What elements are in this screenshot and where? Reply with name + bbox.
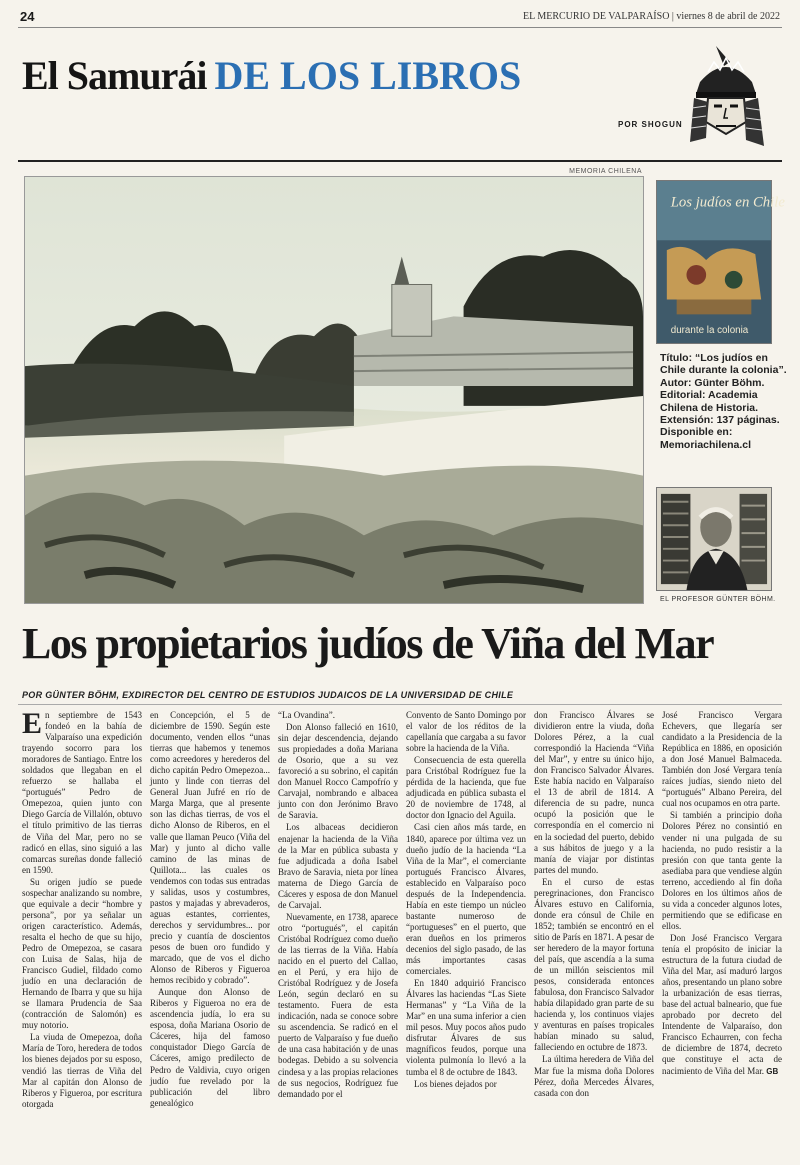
paragraph-text: Don José Francisco Vergara tenía el propósito de iniciar la estructura de la futura ciudad de Viña del Mar, así maduró largos años, presentando un plano sobre la urbanización de esas tierras, base del actual balneario, que fue aprobado por decreto del Intendente de Valparaíso, don Francisco Echaurren, con fecha de diciembre de 1874, decreto que constituye el acta de nacimiento de Viña del Mar.: [662, 932, 782, 1076]
article-paragraph: José Francisco Vergara Echevers, que llegaría ser candidato a la Presidencia de la República en 1886, en oposición a don José Manuel Balmaceda. También don José Vergara tenía raíces judías, siendo nieto del “portugués” Albano Pereira, del cual nos ocupamos en otra parte.: [662, 710, 782, 809]
author-photo: [656, 487, 772, 591]
article-paragraph: Nuevamente, en 1738, aparece otro “portugués”, el capitán Cristóbal Rodríguez como dueño de las tierras de la Viña. Había nacido en el puerto del Callao, en el Perú, y era hijo de Cristóbal Rodríguez y de Josefa León, según declaró en su testamento. Fuera de esta indicación, nada se conoce sobre su ascendencia. Se radicó en el puerto de Valparaíso y fue dueño de una casa habitación y de unas bodegas. Debido a su solvencia cindesa y a las propias relaciones de sus negocios, Rodríguez fue demandado por el: [278, 911, 398, 1099]
samurai-helmet-icon: [686, 42, 766, 152]
page-number: 24: [20, 9, 35, 24]
author-photo-caption: EL PROFESOR GÜNTER BÖHM.: [660, 596, 776, 603]
article-paragraph: Consecuencia de esta querella para Cristóbal Rodríguez fue la pérdida de la hacienda, que fue adjudicada en pública subasta el 20 de noviembre de 1748, al doctor don Ignacio del Aguila.: [406, 755, 526, 821]
article-end-mark: GB: [766, 1066, 779, 1076]
masthead-divider: [18, 160, 782, 162]
book-info: [660, 352, 790, 451]
article-paragraph: Los bienes dejados por: [414, 1078, 497, 1089]
article-paragraph: La última heredera de Viña del Mar fue la misma doña Dolores Pérez, doña Mercedes Álvares, casada con don: [534, 1054, 654, 1098]
article-paragraph: En el curso de estas peregrinaciones, don Francisco Álvares estuvo en California, donde era cónsul de Chile en 1852; también se encontró en el sitio de París en 1871. A pesar de ser heredero de la mayor fortuna del país, que ascendía a la suma de un millón seiscientos mil pesos, considerada entonces fabulosa, don Francisco Salvador había dilapidado gran parte de su hacienda y, los continuos viajes y aventuras en países tropicales habían minado su salud, falleciendo en octubre de 1873.: [534, 876, 654, 1053]
book-author-line: Autor: Günter Böhm.: [660, 376, 765, 389]
masthead-byline: POR SHOGUN: [618, 120, 683, 129]
article-paragraph: Don Alonso falleció en 1610, sin dejar descendencia, dejando sus propiedades a doña Mariana de Osorio, que a su vez favoreció a su sobrino, el capitán don Manuel Rocco Campofrío y Carvajal, nombrando e albacea junto con don Jerónimo Bravo de Saravia.: [278, 722, 398, 821]
book-publisher-line: Editorial: Academia Chilena de Historia.: [660, 389, 759, 414]
article-paragraph: Casi cien años más tarde, en 1840, aparece por última vez un dueño judío de la hacienda “La Viña de la Mar”, el comerciante portugués Francisco Álvares, establecido en Valparaíso poco después de la Independencia. Había en este tiempo un núcleo bastante numeroso de “portugueses” en el puerto, que eran dueños en los primeros decenios del siglo pasado, de las más importantes casas comerciales.: [406, 822, 526, 977]
section-masthead: [22, 52, 521, 108]
article-body: [22, 707, 782, 1158]
article-paragraph: Convento de Santo Domingo por el valor de los réditos de la capellanía que cargaba a su favor sobre la hacienda de la Viña.: [406, 710, 526, 754]
page-header: [18, 8, 782, 28]
article-paragraph: “La Ovandina”.: [278, 710, 335, 720]
article-column-2: [150, 710, 270, 1158]
article-headline: Los propietarios judíos de Viña del Mar: [22, 619, 714, 668]
article-paragraph: Los albaceas decidieron enajenar la hacienda de la Viña de la Mar en pública subasta y fue adjudicada a doña Isabel Bravo de Saravia, nieta por línea materna de Diego García de Cáceres y esposa de don Manuel de Carvajal.: [278, 822, 398, 910]
article-paragraph: [662, 933, 782, 1077]
masthead-title-part1: El Samurái: [22, 53, 207, 98]
cover-subtitle: durante la colonia: [670, 325, 749, 337]
article-paragraph: En 1840 adquirió Francisco Álvares las haciendas “Las Siete Hermanas” y “La Viña de la Mar” en una suma inferior a cien mil pesos. Muy pocos años pudo disfrutar Álvares de sus magníficos feudos, porque una violenta pulmonía lo llevó a la tumba el 8 de octubre de 1843.: [406, 978, 526, 1077]
article-paragraph: don Francisco Álvares se dividieron entre la viuda, doña Dolores Pérez, a la cual correspondió la Hacienda “Viña del Mar”, y entre su único hijo, don Francisco Salvador Álvares. Este había nacido en Valparaíso el 13 de abril de 1814. A diferencia de su padre, nunca ocupó la posición que le correspondía en el comercio ni en la sociedad del puerto, debido a sus hábitos de juego y a la manía de viajar por distintas partes del mundo.: [534, 710, 654, 875]
article-paragraph: La viuda de Omepezoa, doña María de Toro, heredera de todos los bienes dejados por su esposo, vendió las tierras de Viña del Mar al capitán don Alonso de Riberos y Figueroa, por escritura otorgada: [22, 1032, 142, 1109]
article-paragraph: [22, 707, 142, 876]
masthead-title-part2: DE LOS LIBROS: [214, 53, 522, 98]
photo-credit: MEMORIA CHILENA: [569, 168, 642, 175]
book-cover-image: [656, 180, 785, 344]
paragraph-text: n septiembre de 1543 fondeó en la bahía de Valparaíso una expedición trayendo socorro para los moradores de Santiago. Entre los soldados que llegaban en el refuerzo se hallaba el “portugués” Pedro de Omepezoa, quien junto con Diego García de Villalón, obtuvo el título primitivo de las tierras de Viña del Mar, pero no se radicó en ellas, sino siguió a las comarcas sureñas donde falleció en 1590.: [22, 710, 142, 875]
article-column-6: [662, 710, 782, 1158]
article-column-5: [534, 710, 654, 1158]
article-paragraph: Si también a principio doña Dolores Pérez no consintió en vender ni una pulgada de su hacienda, no pudo resistir a la presión con que tanta gente la asediaba para que vendiese algún terreno, accediendo al fin doña Dolores en los últimos años de su vida a conceder algunos lotes, permitiendo que se edificase en ellos.: [662, 810, 782, 931]
article-paragraph: en Concepción, el 5 de diciembre de 1590. Según este documento, venden ellos “unas tierras que habemos y tenemos como acreedores y herederos del dicho capitán Pedro Omepezoa... junto y linde con tierras del General Juan Jufré en río de Marga Marga, que al presente son las dichas tierras, de vos el dicho Alonso de Riberos, en el valle que llaman Peuco (Viña del Mar) y junto al dicho valle camino de las minas de Quillota... las cuales os vendemos con todas sus entradas y salidas, usos y costumbres, pastos y majadas y abrevaderos, aguas estantes, corrientes, derechos y servidumbres... por precio y cuantía de doscientos pesos de buen oro fundido y marcado, que de vos el dicho Alonso de Riberos y Figueroa hemos recibido y cobrado”.: [150, 710, 270, 986]
main-photo: [24, 176, 644, 604]
cover-title: Los judíos en Chile: [670, 194, 785, 211]
article-paragraph: Aunque don Alonso de Riberos y Figueroa no era de ascendencia judía, lo era su esposa, doña Mariana Osorio de Cáceres, hija del famoso conquistador Diego García de Cáceres, amigo predilecto de Pedro de Valdivia, cuyo origen judío fue revelado por la publicación del libro genealógico: [150, 987, 270, 1108]
book-length-line: Extensión: 137 páginas.: [660, 414, 780, 427]
book-availability-line: Disponible en: Memoriachilena.cl: [660, 426, 752, 451]
article-paragraph: Su origen judío se puede sospechar analizando su nombre, que equivale a decir “hombre y persona”, por ya señalar un origen característico. Además, resalta el hecho de que su hijo, Pedro de Omepezoa, se casara con Luisa de Salas, hija de Francisco Gudiel, fildado como judío en una declaración de Hernando de Ibarra y que su hija se llamara Prudencia de Saa (contracción de Salomón) es muy notorio.: [22, 876, 142, 1031]
article-byline: POR GÜNTER BÖHM, EXDIRECTOR DEL CENTRO DE ESTUDIOS JUDAICOS DE LA UNIVERSIDAD DE CHILE: [22, 690, 514, 700]
newspaper-folio: EL MERCURIO DE VALPARAÍSO | viernes 8 de abril de 2022: [523, 11, 780, 22]
article-column-3: [278, 710, 398, 1158]
article-column-1: [22, 707, 142, 1158]
book-title-line: Título: “Los judíos en Chile durante la colonia”.: [660, 352, 787, 377]
byline-divider: [18, 704, 782, 705]
drop-cap: E: [22, 707, 43, 740]
article-column-4: [406, 710, 526, 1158]
